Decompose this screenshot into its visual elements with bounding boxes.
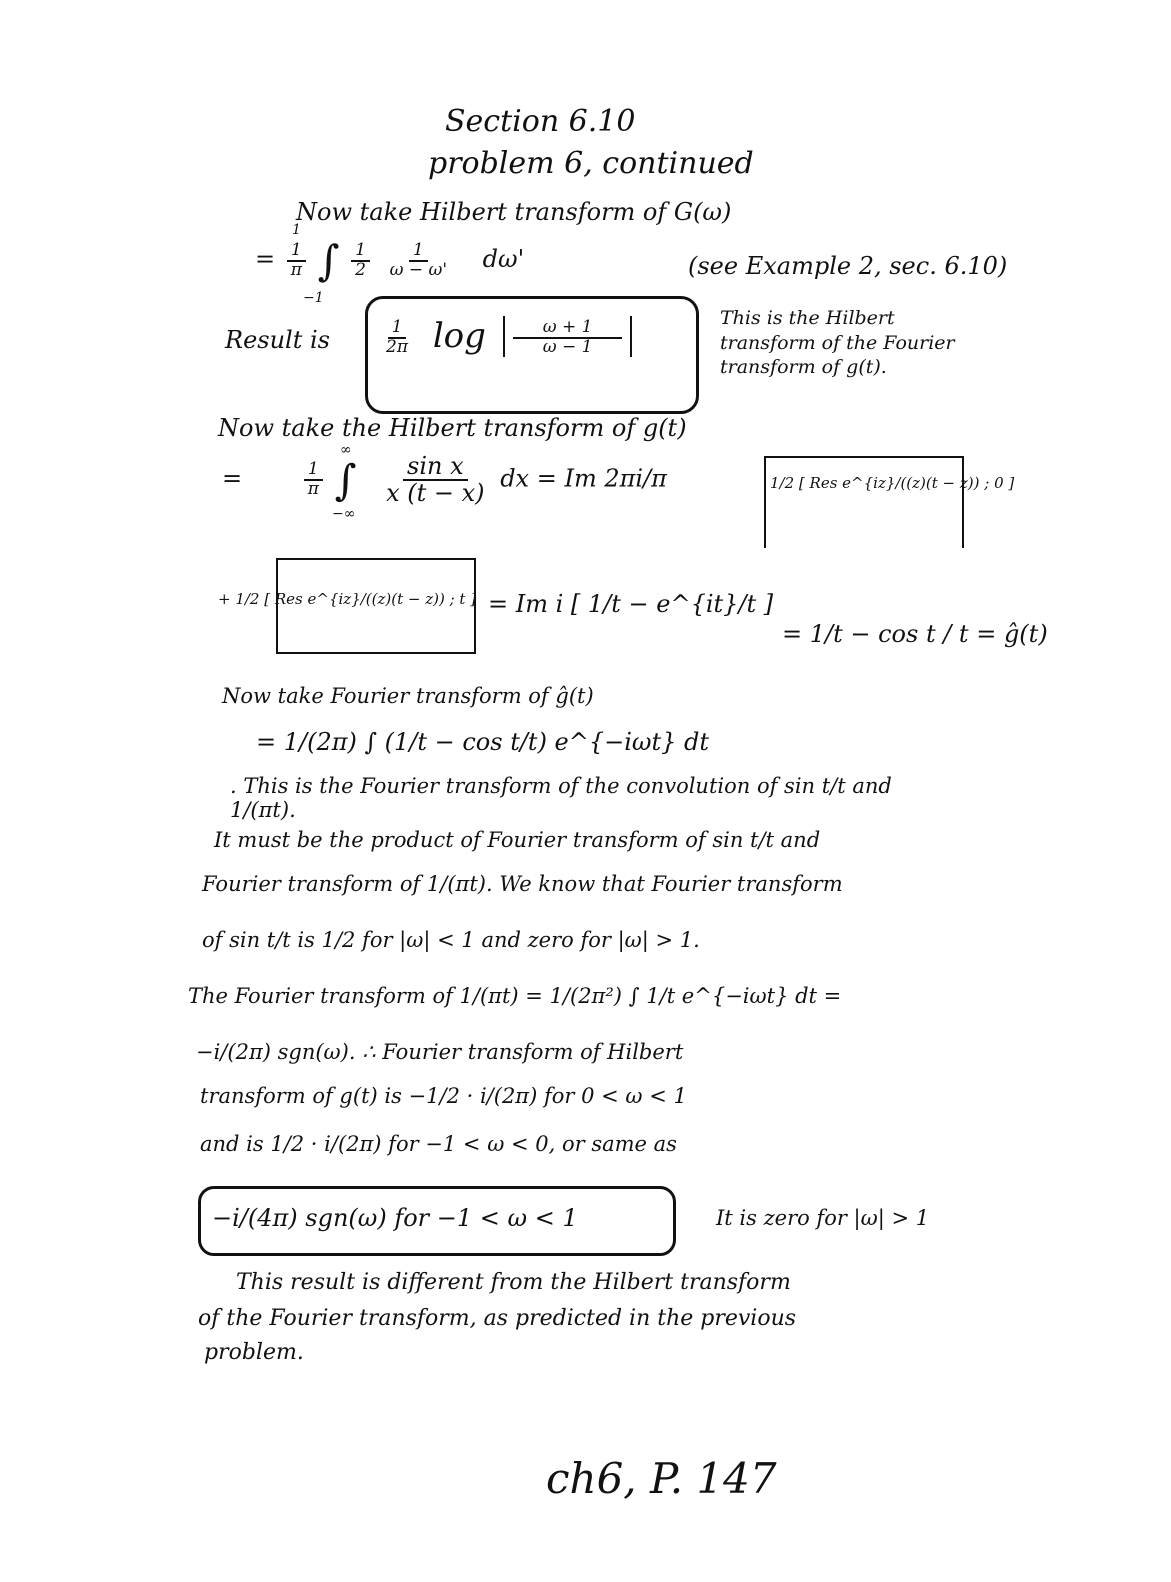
step3-line8: and is 1/2 · i/(2π) for −1 < ω < 0, or same as — [200, 1132, 677, 1156]
final-zero-note: It is zero for |ω| > 1 — [716, 1206, 930, 1230]
step3-line5: The Fourier transform of 1/(πt) = 1/(2π²) ∫ 1/t e^{−iωt} dt = — [188, 984, 842, 1008]
final-result-expression: −i/(4π) sgn(ω) for −1 < ω < 1 — [212, 1204, 578, 1232]
conclusion-line2: of the Fourier transform, as predicted in the previous — [198, 1306, 797, 1331]
step1-upper-limit: 1 — [292, 222, 301, 238]
step3-intro: Now take Fourier transform of ĝ(t) — [222, 684, 594, 708]
step1-differential: dω' — [482, 245, 525, 273]
step3-integral: = 1/(2π) ∫ (1/t − cos t/t) e^{−iωt} dt — [256, 728, 710, 756]
residue-bracket-1 — [764, 456, 964, 548]
step1-lower-limit: −1 — [303, 290, 324, 306]
step3-line7: transform of g(t) is −1/2 · i/(2π) for 0 < ω < 1 — [200, 1084, 687, 1108]
section-heading: Section 6.10 — [445, 104, 636, 139]
result-label: Result is — [225, 326, 330, 354]
step1-reference: (see Example 2, sec. 6.10) — [688, 252, 1008, 280]
step2-intro: Now take the Hilbert transform of g(t) — [218, 414, 687, 442]
step3-line3: Fourier transform of 1/(πt). We know that Fourier transform — [202, 872, 843, 896]
step3-line6: −i/(2π) sgn(ω). ∴ Fourier transform of Hilbert — [196, 1040, 684, 1064]
step3-line4: of sin t/t is 1/2 for |ω| < 1 and zero for |ω| > 1. — [202, 928, 700, 952]
result-note: This is the Hilbert transform of the Fourier transform of g(t). — [720, 307, 955, 379]
residue-term-1: 1/2 [ Res e^{iz}/((z)(t − z)) ; 0 ] — [770, 474, 1015, 492]
page-reference: ch6, P. 147 — [546, 1454, 777, 1503]
conclusion-line1: This result is different from the Hilbert transform — [236, 1270, 791, 1295]
step2-im-expression: = Im i [ 1/t − e^{it}/t ] — [488, 590, 774, 618]
step3-line2: It must be the product of Fourier transform of sin t/t and — [214, 828, 821, 852]
step1-integral: = $\frac{1}{\pi}$ ∫ $\frac{1}{2}$ $\frac{1}{\omega - \omega'}$ dω' — [255, 236, 525, 285]
conclusion-line3: problem. — [204, 1340, 304, 1365]
step3-comment: . This is the Fourier transform of the convolution of sin t/t and 1/(πt). — [230, 774, 892, 822]
step2-integral: = $\frac{1}{\pi}$ ∫ ∞ −∞ $\frac{\text{sin x}}{x (t - x)}$ dx = Im 2πi/π — [222, 442, 667, 522]
integral-sign: ∫ — [317, 236, 340, 285]
step2-final: = 1/t − cos t / t = ĝ(t) — [782, 620, 1048, 648]
result-expression: $\frac{1}{2\pi}$ log $\frac{\omega + 1}{\omega - 1}$ — [378, 316, 632, 357]
residue-term-2: + 1/2 [ Res e^{iz}/((z)(t − z)) ; t ] — [218, 590, 477, 608]
problem-heading: problem 6, continued — [428, 146, 754, 181]
step1-intro: Now take Hilbert transform of G(ω) — [296, 198, 732, 226]
